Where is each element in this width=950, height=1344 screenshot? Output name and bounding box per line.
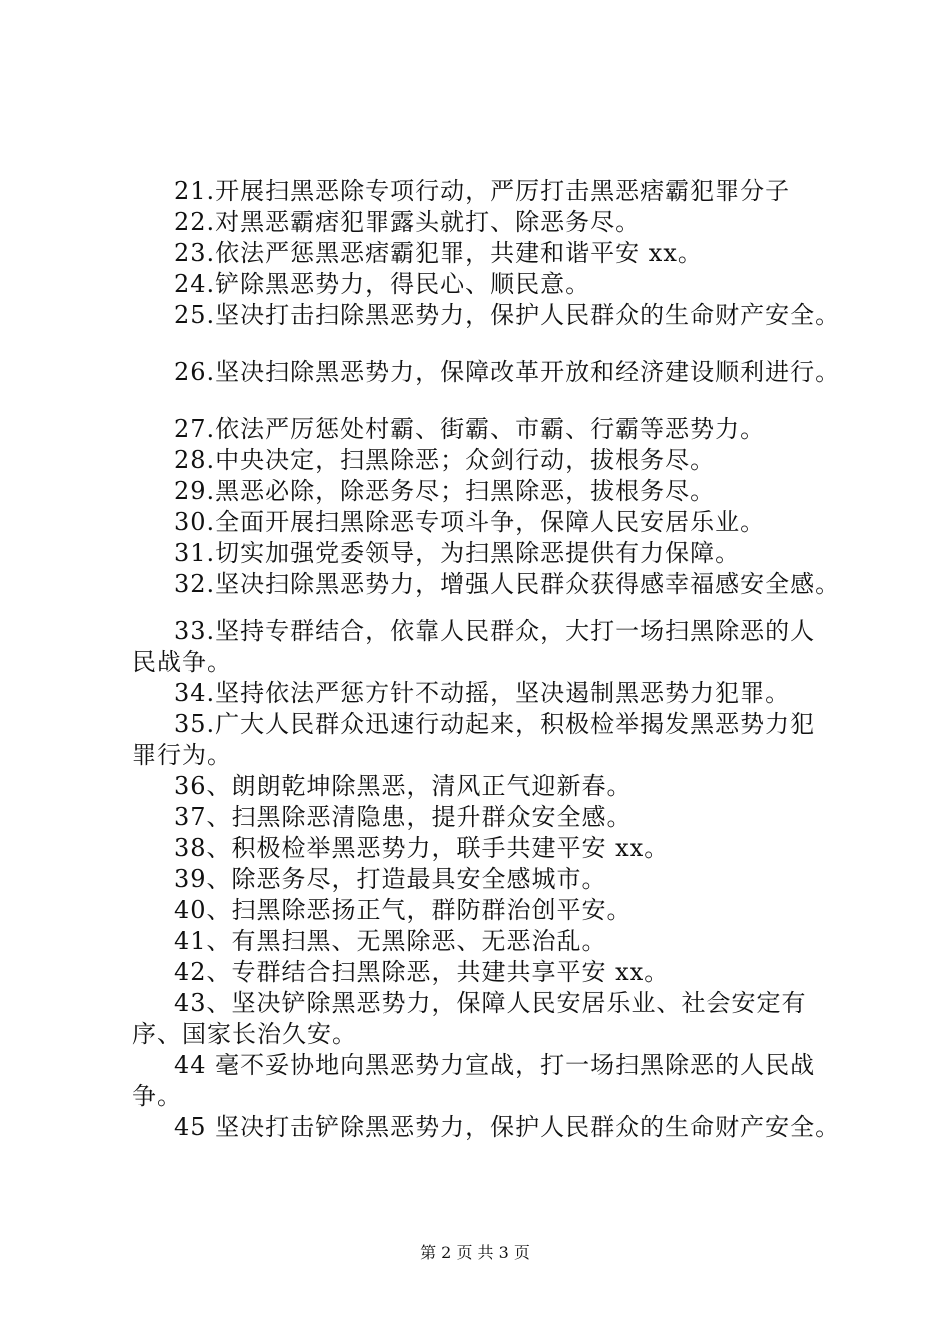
list-item: 38、积极检举黑恶势力，联手共建平安 xx。 (174, 834, 670, 862)
list-item: 41、有黑扫黑、无黑除恶、无恶治乱。 (174, 927, 607, 955)
paragraph-gap (132, 388, 862, 414)
list-item: 43、坚决铲除黑恶势力，保障人民安居乐业、社会安定有 (174, 989, 807, 1017)
list-item: 30.全面开展扫黑除恶专项斗争，保障人民安居乐业。 (174, 508, 766, 536)
list-item: 34.坚持依法严惩方针不动摇，坚决遏制黑恶势力犯罪。 (174, 679, 791, 707)
list-item-continuation: 争。 (132, 1082, 182, 1110)
list-item-continuation: 民战争。 (132, 648, 232, 676)
list-item: 31.切实加强党委领导，为扫黑除恶提供有力保障。 (174, 539, 741, 567)
paragraph-gap (132, 600, 862, 616)
paragraph-gap (132, 331, 862, 357)
list-item: 39、除恶务尽，打造最具安全感城市。 (174, 865, 607, 893)
list-item: 26.坚决扫除黑恶势力，保障改革开放和经济建设顺利进行。 (174, 358, 841, 386)
list-item: 35.广大人民群众迅速行动起来，积极检举揭发黑恶势力犯 (174, 710, 816, 738)
list-item: 27.依法严厉惩处村霸、街霸、市霸、行霸等恶势力。 (174, 415, 766, 443)
list-item: 28.中央决定，扫黑除恶；众剑行动，拔根务尽。 (174, 446, 716, 474)
page-footer: 第 2 页 共 3 页 (420, 1243, 530, 1262)
list-item: 22.对黑恶霸痞犯罪露头就打、除恶务尽。 (174, 208, 641, 236)
list-item: 29.黑恶必除，除恶务尽；扫黑除恶，拔根务尽。 (174, 477, 716, 505)
list-item: 37、扫黑除恶清隐患，提升群众安全感。 (174, 803, 632, 831)
list-item: 33.坚持专群结合，依靠人民群众，大打一场扫黑除恶的人 (174, 617, 816, 645)
list-item: 32.坚决扫除黑恶势力，增强人民群众获得感幸福感安全感。 (174, 570, 841, 598)
list-item: 21.开展扫黑恶除专项行动，严厉打击黑恶痞霸犯罪分子 (174, 177, 791, 205)
list-item-continuation: 罪行为。 (132, 741, 232, 769)
list-item: 36、朗朗乾坤除黑恶，清风正气迎新春。 (174, 772, 632, 800)
list-item: 24.铲除黑恶势力，得民心、顺民意。 (174, 270, 591, 298)
list-item: 42、专群结合扫黑除恶，共建共享平安 xx。 (174, 958, 670, 986)
list-item: 45 坚决打击铲除黑恶势力，保护人民群众的生命财产安全。 (174, 1113, 841, 1141)
list-item: 23.依法严惩黑恶痞霸犯罪，共建和谐平安 xx。 (174, 239, 703, 267)
list-item-continuation: 序、国家长治久安。 (132, 1020, 357, 1048)
slogan-list (132, 176, 862, 1143)
list-item: 25.坚决打击扫除黑恶势力，保护人民群众的生命财产安全。 (174, 301, 841, 329)
list-item: 44 毫不妥协地向黑恶势力宣战，打一场扫黑除恶的人民战 (174, 1051, 816, 1079)
list-item: 40、扫黑除恶扬正气，群防群治创平安。 (174, 896, 632, 924)
